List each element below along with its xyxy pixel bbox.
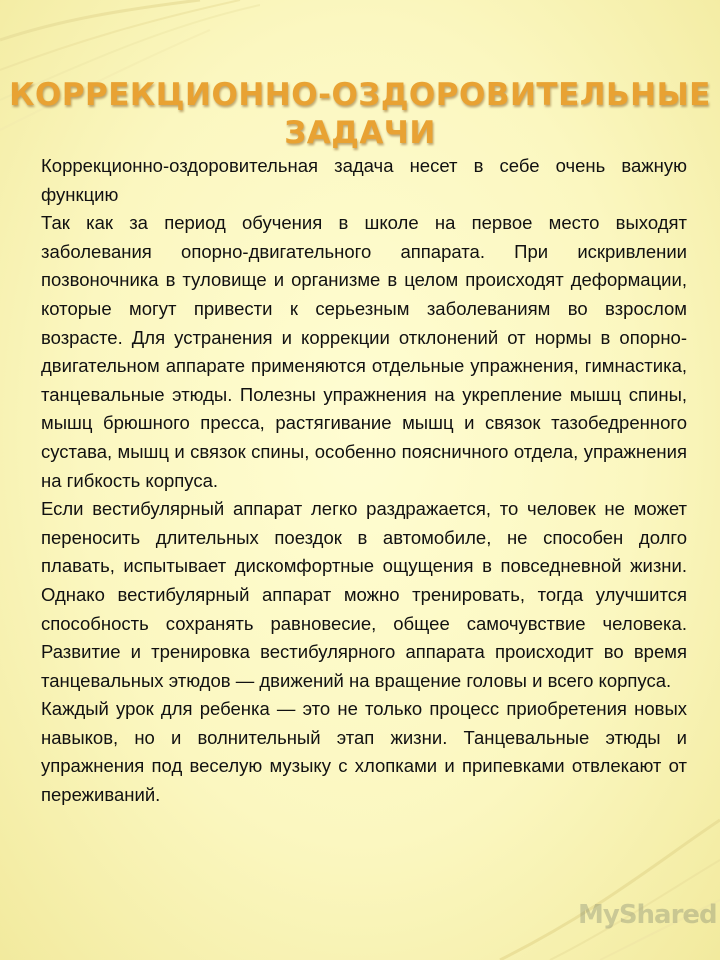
paragraph-intro: Коррекционно-оздоровительная задача несет в себе очень важную функцию (41, 155, 687, 205)
paragraph-lesson: Каждый урок для ребенка — это не только процесс приобретения новых навыков, но и волнительный этап жизни. Танцевальные этюды и упражнения под веселую музыку с хлопками и припевками отвлекают от переживаний. (41, 698, 687, 806)
slide-title-line-2: ЗАДАЧИ (284, 115, 436, 151)
slide-body (41, 152, 687, 810)
corner-swirl-decoration (460, 790, 720, 960)
watermark-logo: MyShared (578, 900, 717, 930)
paragraph-musculoskeletal: Так как за период обучения в школе на первое место выходят заболевания опорно-двигательного аппарата. При искривлении позвоночника в туловище и организме в целом происходят деформации, которые могут привести к серьезным заболеваниям во взрослом возрасте. Для устранения и коррекции отклонений от нормы в опорно-двигательном аппарате применяются отдельные упражнения, гимнастика, танцевальные этюды. Полезны упражнения на укрепление мышц спины, мышц брюшного пресса, растягивание мышц и связок тазобедренного сустава, мышц и связок спины, особенно поясничного отдела, упражнения на гибкость корпуса. (41, 212, 687, 491)
slide-title (0, 76, 720, 152)
slide-title-line-1: КОРРЕКЦИОННО-ОЗДОРОВИТЕЛЬНЫЕ (9, 77, 711, 113)
paragraph-vestibular: Если вестибулярный аппарат легко раздражается, то человек не может переносить длительных поездок в автомобиле, не способен долго плавать, испытывает дискомфортные ощущения в повседневной жизни. Однако вестибулярный аппарат можно тренировать, тогда улучшится способность сохранять равновесие, общее самочувствие человека. Развитие и тренировка вестибулярного аппарата происходит во время танцевальных этюдов — движений на вращение головы и всего корпуса. (41, 498, 687, 691)
